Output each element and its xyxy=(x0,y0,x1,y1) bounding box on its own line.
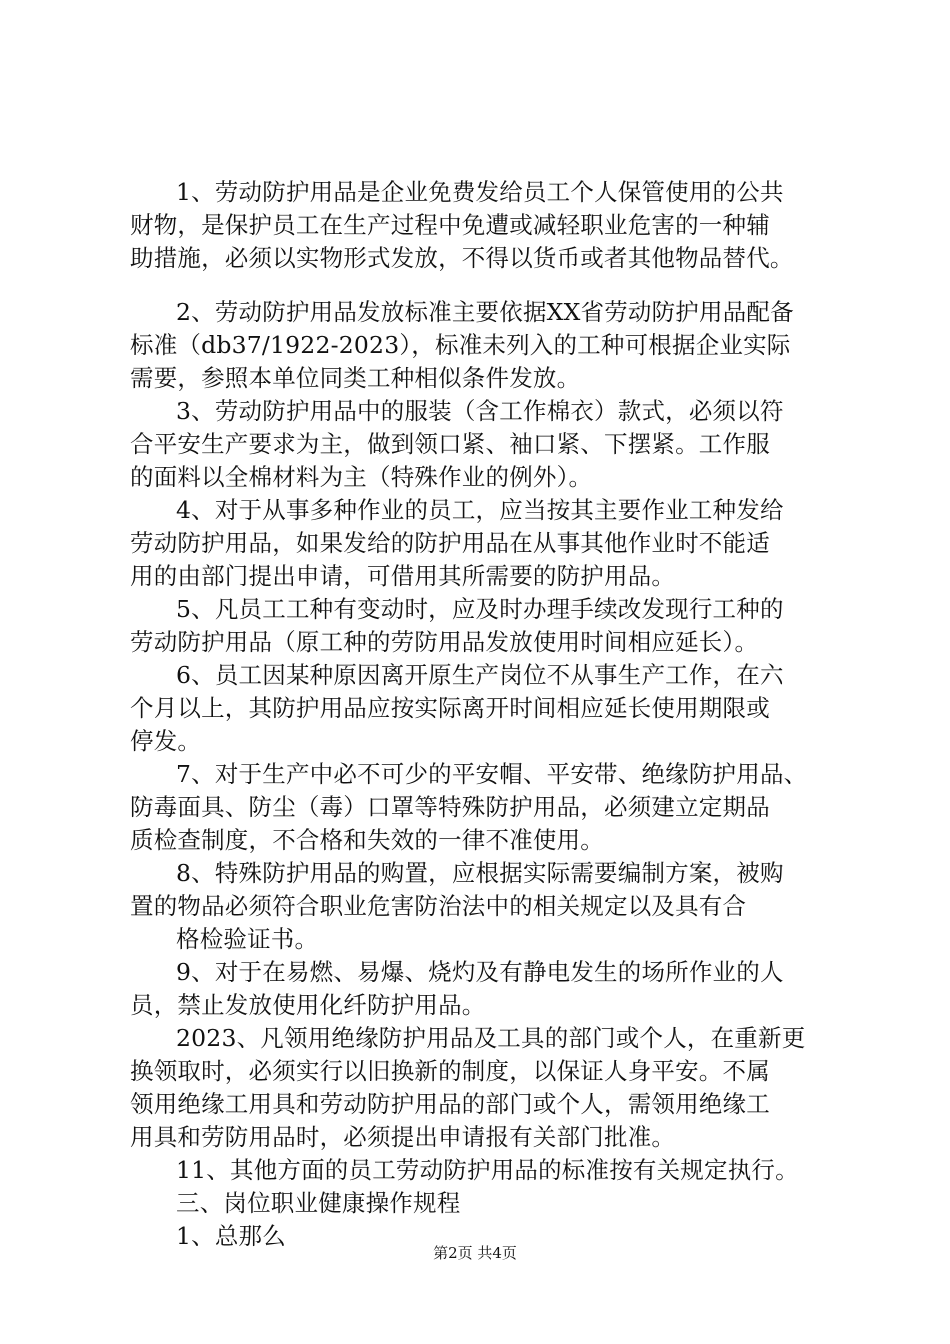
text-line: 1、劳动防护用品是企业免费发给员工个人保管使用的公共 xyxy=(176,178,784,206)
text-line: 停发。 xyxy=(130,727,202,755)
text-line: 8、特殊防护用品的购置，应根据实际需要编制方案，被购 xyxy=(176,859,784,887)
text-line: 2023、凡领用绝缘防护用品及工具的部门或个人，在重新更 xyxy=(176,1024,806,1052)
text-line: 助措施，必须以实物形式发放，不得以货币或者其他物品替代。 xyxy=(130,244,794,272)
text-line: 3、劳动防护用品中的服装（含工作棉衣）款式，必须以符 xyxy=(176,397,784,425)
text-line: 置的物品必须符合职业危害防治法中的相关规定以及具有合 xyxy=(130,892,747,920)
text-line: 格检验证书。 xyxy=(176,925,319,953)
text-line: 用具和劳防用品时，必须提出申请报有关部门批准。 xyxy=(130,1123,676,1151)
text-line: 4、对于从事多种作业的员工，应当按其主要作业工种发给 xyxy=(176,496,784,524)
page-number-footer: 第2页 共4页 xyxy=(433,1244,517,1262)
text-line: 劳动防护用品，如果发给的防护用品在从事其他作业时不能适 xyxy=(130,529,770,557)
text-line: 1、总那么 xyxy=(176,1222,286,1250)
text-line: 个月以上，其防护用品应按实际离开时间相应延长使用期限或 xyxy=(130,694,770,722)
text-line: 领用绝缘工用具和劳动防护用品的部门或个人，需领用绝缘工 xyxy=(130,1090,770,1118)
section-heading: 三、岗位职业健康操作规程 xyxy=(176,1189,461,1217)
text-line: 需要，参照本单位同类工种相似条件发放。 xyxy=(130,364,581,392)
text-line: 财物，是保护员工在生产过程中免遭或减轻职业危害的一种辅 xyxy=(130,211,770,239)
text-line: 7、对于生产中必不可少的平安帽、平安带、绝缘防护用品、 xyxy=(176,760,808,788)
text-line: 5、凡员工工种有变动时，应及时办理手续改发现行工种的 xyxy=(176,595,784,623)
text-line: 员，禁止发放使用化纤防护用品。 xyxy=(130,991,486,1019)
text-line: 合平安生产要求为主，做到领口紧、袖口紧、下摆紧。工作服 xyxy=(130,430,770,458)
text-line: 换领取时，必须实行以旧换新的制度，以保证人身平安。不属 xyxy=(130,1057,770,1085)
text-line: 11、其他方面的员工劳动防护用品的标准按有关规定执行。 xyxy=(176,1156,799,1184)
text-line: 劳动防护用品（原工种的劳防用品发放使用时间相应延长）。 xyxy=(130,628,759,656)
text-line: 防毒面具、防尘（毒）口罩等特殊防护用品，必须建立定期品 xyxy=(130,793,770,821)
text-line: 2、劳动防护用品发放标准主要依据XX省劳动防护用品配备 xyxy=(176,298,794,326)
text-line: 标准（db37/1922-2023），标准未列入的工种可根据企业实际 xyxy=(130,331,791,359)
text-line: 质检查制度，不合格和失效的一律不准使用。 xyxy=(130,826,604,854)
text-line: 用的由部门提出申请，可借用其所需要的防护用品。 xyxy=(130,562,676,590)
text-line: 6、员工因某种原因离开原生产岗位不从事生产工作，在六 xyxy=(176,661,784,689)
text-line: 的面料以全棉材料为主（特殊作业的例外）。 xyxy=(130,463,593,491)
text-line: 9、对于在易燃、易爆、烧灼及有静电发生的场所作业的人 xyxy=(176,958,784,986)
